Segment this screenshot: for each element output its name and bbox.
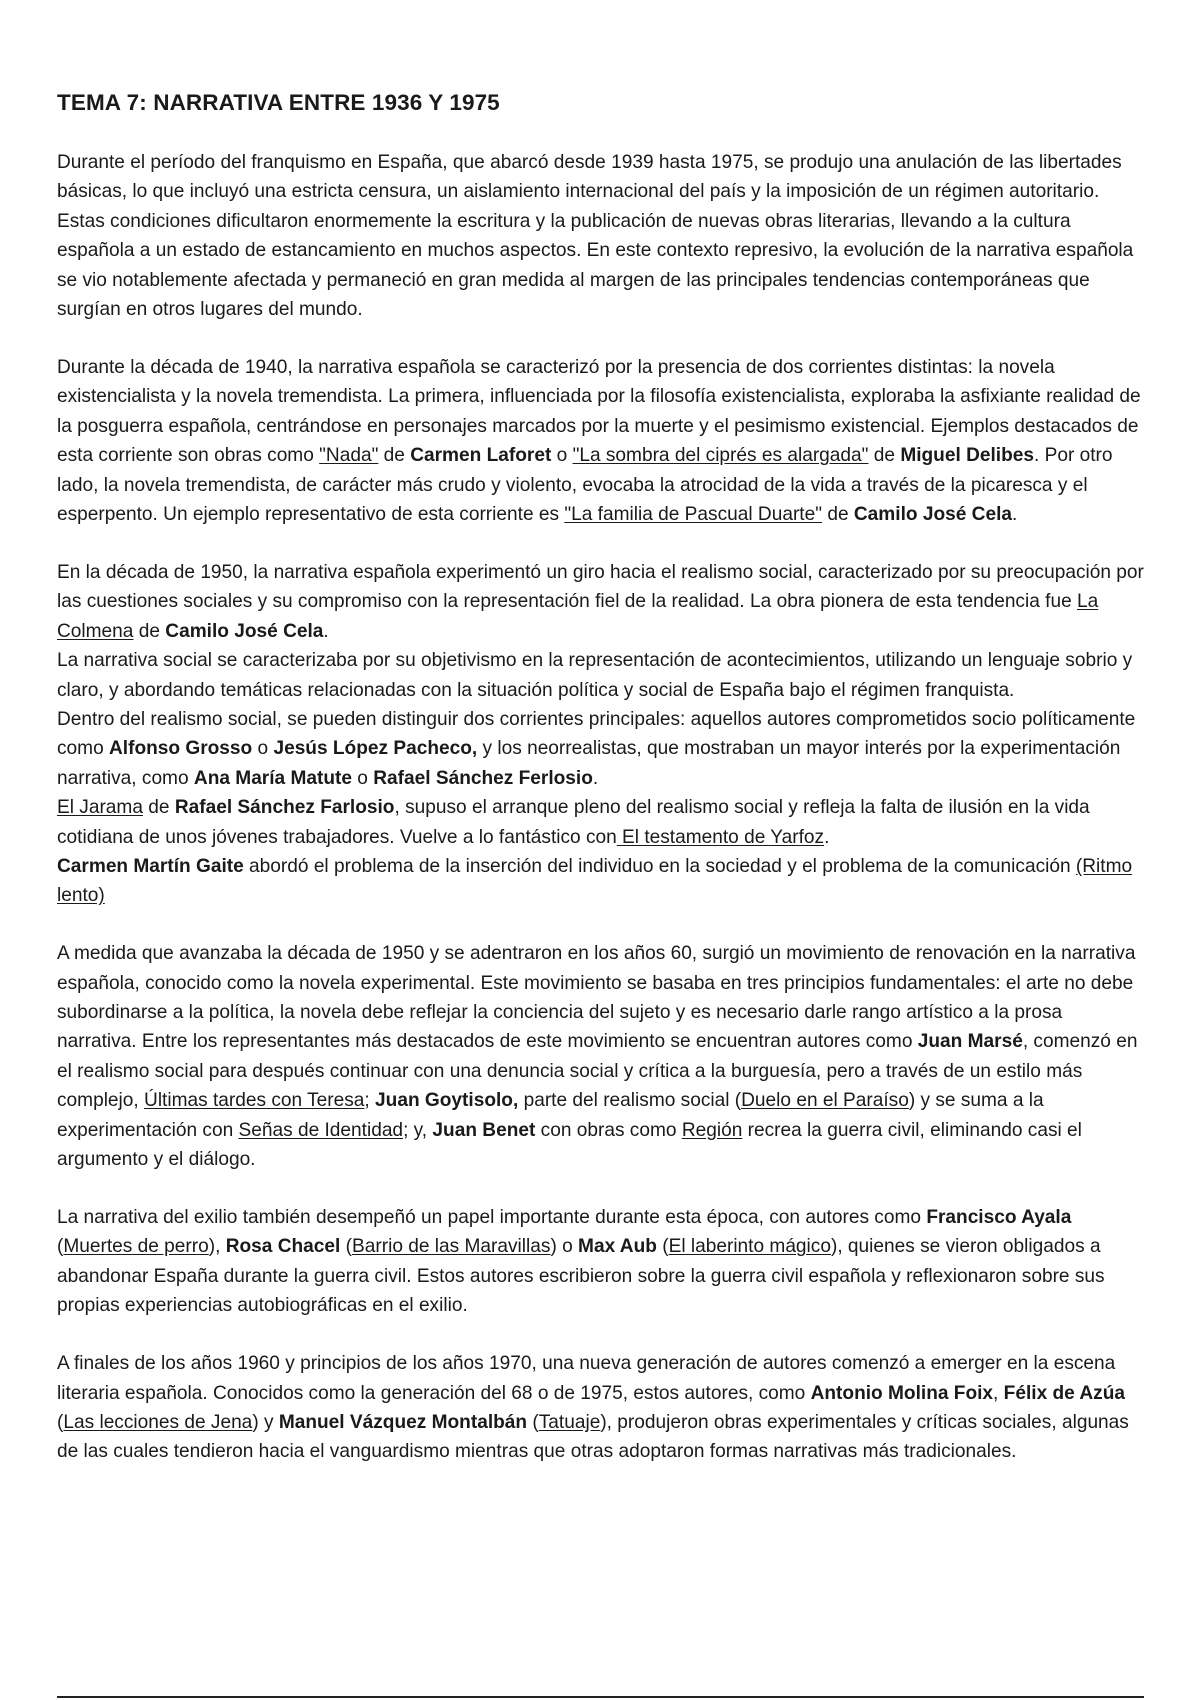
text-span: ( bbox=[340, 1236, 353, 1258]
text-span: de bbox=[822, 503, 854, 525]
document-page bbox=[57, 86, 1147, 1495]
text-span: ; bbox=[364, 1090, 376, 1112]
text-span: ), bbox=[208, 1236, 226, 1258]
work-title: "La sombra del ciprés es alargada" bbox=[572, 445, 869, 467]
text-span: ) o bbox=[550, 1236, 579, 1258]
text-span: ) y bbox=[252, 1411, 279, 1433]
paragraph-intro bbox=[57, 148, 1147, 324]
paragraph-el-jarama bbox=[57, 793, 1147, 852]
text-span: . bbox=[592, 767, 599, 789]
text-span: . Por otro lado, la novela tremendista, de carácter más crudo y violento, evocaba la atrocidad de la vida a través de la picaresca y el esperpento. Un ejemplo representativo de esta corriente es bbox=[57, 445, 1113, 525]
author-name: Jesús López Pacheco, bbox=[273, 738, 478, 760]
work-title: Tatuaje bbox=[538, 1411, 601, 1433]
text-span: Durante la década de 1940, la narrativa española se caracterizó por la presencia de dos corrientes distintas: la novela existencialista y la novela tremendista. La primera, influenciada por la filosofía existencialista, exploraba la asfixiante realidad de la posguerra española, centrándose en personajes marcados por la muerte y el pesimismo existencial. Ejemplos destacados de esta corriente son obras como bbox=[57, 356, 1141, 467]
text-span: A finales de los años 1960 y principios de los años 1970, una nueva generación de autores comenzó a emerger en la escena literaria española. Conocidos como la generación del 68 o de 1975, estos autores, como bbox=[57, 1353, 1116, 1404]
work-title: Últimas tardes con Teresa bbox=[144, 1090, 365, 1112]
text-span: y los neorrealistas, que mostraban un mayor interés por la experimentación narrativa, como bbox=[57, 738, 1121, 789]
text-span: La narrativa social se caracterizaba por su objetivismo en la representación de acontecimientos, utilizando un lenguaje sobrio y claro, y abordando temáticas relacionadas con la situación política y social de España bajo el régimen franquista. bbox=[57, 650, 1133, 701]
work-title: El laberinto mágico bbox=[668, 1236, 831, 1258]
paragraph-social-realism-currents bbox=[57, 705, 1147, 793]
text-span: de bbox=[133, 620, 166, 642]
paragraph-martin-gaite bbox=[57, 852, 1147, 911]
author-name: Juan Goytisolo, bbox=[375, 1090, 519, 1112]
work-title: Señas de Identidad bbox=[238, 1119, 404, 1141]
author-name: Antonio Molina Foix bbox=[810, 1382, 994, 1404]
text-span: o bbox=[252, 738, 274, 760]
paragraph-social-narrative bbox=[57, 646, 1147, 705]
work-title: La Colmena bbox=[57, 591, 1099, 642]
text-span: de bbox=[868, 445, 901, 467]
author-name: Rafael Sánchez Farlosio bbox=[174, 797, 395, 819]
work-title: Las lecciones de Jena bbox=[63, 1411, 253, 1433]
page-title: TEMA 7: NARRATIVA ENTRE 1936 Y 1975 bbox=[57, 90, 500, 115]
text-span: . bbox=[824, 826, 830, 848]
author-name: Francisco Ayala bbox=[926, 1207, 1072, 1228]
paragraph-1950s-intro bbox=[57, 558, 1147, 646]
text-span: ( bbox=[57, 1411, 64, 1433]
author-name: Camilo José Cela bbox=[165, 620, 324, 642]
work-title: (Ritmo lento) bbox=[57, 855, 1133, 907]
author-name: Carmen Laforet bbox=[410, 445, 552, 467]
text-span: parte del realismo social ( bbox=[518, 1090, 742, 1112]
author-name: Miguel Delibes bbox=[900, 445, 1034, 467]
text-span: . bbox=[323, 620, 329, 642]
author-name: Max Aub bbox=[578, 1236, 657, 1258]
text-span: , bbox=[993, 1382, 1004, 1404]
text-span: , supuso el arranque pleno del realismo social y refleja la falta de ilusión en la vida cotidiana de unos jóvenes trabajadores. Vuelve a lo fantástico con bbox=[57, 797, 1090, 848]
work-title: Duelo en el Paraíso bbox=[741, 1090, 909, 1112]
work-title: Muertes de perro bbox=[63, 1236, 209, 1258]
paragraph-experimental-novel bbox=[57, 939, 1147, 1174]
author-name: Juan Benet bbox=[432, 1119, 536, 1141]
text-span: . bbox=[1012, 503, 1018, 525]
text-span: En la década de 1950, la narrativa española experimentó un giro hacia el realismo social, caracterizado por su preocupación por las cuestiones sociales y su compromiso con la representación fiel de la realidad. La obra pionera de esta tendencia fue bbox=[57, 561, 1144, 613]
author-name: Manuel Vázquez Montalbán bbox=[278, 1411, 528, 1433]
text-span: con obras como bbox=[535, 1119, 682, 1141]
paragraph-exile bbox=[57, 1203, 1147, 1321]
work-title: Región bbox=[681, 1119, 743, 1141]
author-name: Camilo José Cela bbox=[853, 503, 1012, 525]
work-title: "La familia de Pascual Duarte" bbox=[564, 503, 823, 525]
text-span: ( bbox=[57, 1236, 64, 1258]
text-span: , comenzó en el realismo social para después continuar con una denuncia social y crítica a la burguesía, pero a través de un estilo más complejo, bbox=[57, 1031, 1138, 1112]
text-span: ; y, bbox=[403, 1119, 433, 1141]
text-span: ( bbox=[527, 1411, 539, 1433]
text-span: recrea la guerra civil, eliminando casi el argumento y el diálogo. bbox=[57, 1119, 1082, 1171]
author-name: Carmen Martín Gaite bbox=[57, 855, 244, 877]
text-span: o bbox=[352, 767, 374, 789]
author-name: Rosa Chacel bbox=[225, 1236, 341, 1258]
text-span: de bbox=[378, 445, 411, 467]
text-span: ( bbox=[656, 1236, 669, 1258]
text-span: ) y se suma a la experimentación con bbox=[57, 1090, 1044, 1141]
work-title: Barrio de las Maravillas bbox=[352, 1236, 551, 1258]
paragraph-1940s bbox=[57, 353, 1147, 529]
text-span: Dentro del realismo social, se pueden distinguir dos corrientes principales: aquellos autores comprometidos socio políticamente como bbox=[57, 708, 1136, 760]
work-title: El Jarama bbox=[57, 797, 143, 819]
paragraph-generation-68 bbox=[57, 1349, 1147, 1467]
text-span: o bbox=[551, 445, 573, 467]
text-span: ), quienes se vieron obligados a abandonar España durante la guerra civil. Estos autores escribieron sobre la guerra civil española y reflexionaron sobre sus propias experiencias autobiográficas en el exilio. bbox=[57, 1236, 1105, 1317]
work-title: El testamento de Yarfoz bbox=[616, 826, 825, 848]
author-name: Rafael Sánchez Ferlosio bbox=[373, 767, 593, 789]
author-name: Juan Marsé bbox=[917, 1031, 1023, 1053]
text-span: de bbox=[142, 797, 175, 819]
author-name: Alfonso Grosso bbox=[109, 738, 253, 760]
text-span: ), produjeron obras experimentales y críticas sociales, algunas de las cuales tendieron hacia el vanguardismo mientras que otras adoptaron formas narrativas más tradicionales. bbox=[57, 1411, 1129, 1463]
author-name: Félix de Azúa bbox=[1003, 1382, 1125, 1404]
text-span: Durante el período del franquismo en España, que abarcó desde 1939 hasta 1975, se produjo una anulación de las libertades básicas, lo que incluyó una estricta censura, un aislamiento internacional del país y la imposición de un régimen autoritario. Estas condiciones dificultaron enormemente la escritura y la publicación de nuevas obras literarias, llevando a la cultura española a un estado de estancamiento en muchos aspectos. En este contexto represivo, la evolución de la narrativa española se vio notablemente afectada y permaneció en gran medida al margen de las principales tendencias contemporáneas que surgían en otros lugares del mundo. bbox=[57, 152, 1134, 321]
work-title: "Nada" bbox=[319, 445, 379, 467]
text-span: A medida que avanzaba la década de 1950 y se adentraron en los años 60, surgió un movimiento de renovación en la narrativa española, conocido como la novela experimental. Este movimiento se basaba en tres principios fundamentales: el arte no debe subordinarse a la política, la novela debe reflejar la conciencia del sujeto y es necesario darle rango artístico a la prosa narrativa. Entre los representantes más destacados de este movimiento se encuentran autores como bbox=[57, 943, 1136, 1053]
text-span: La narrativa del exilio también desempeñó un papel importante durante esta época, con autores como bbox=[57, 1207, 927, 1228]
bottom-divider bbox=[57, 1696, 1144, 1698]
author-name: Ana María Matute bbox=[193, 767, 352, 789]
text-span: abordó el problema de la inserción del individuo en la sociedad y el problema de la comunicación bbox=[243, 855, 1076, 877]
